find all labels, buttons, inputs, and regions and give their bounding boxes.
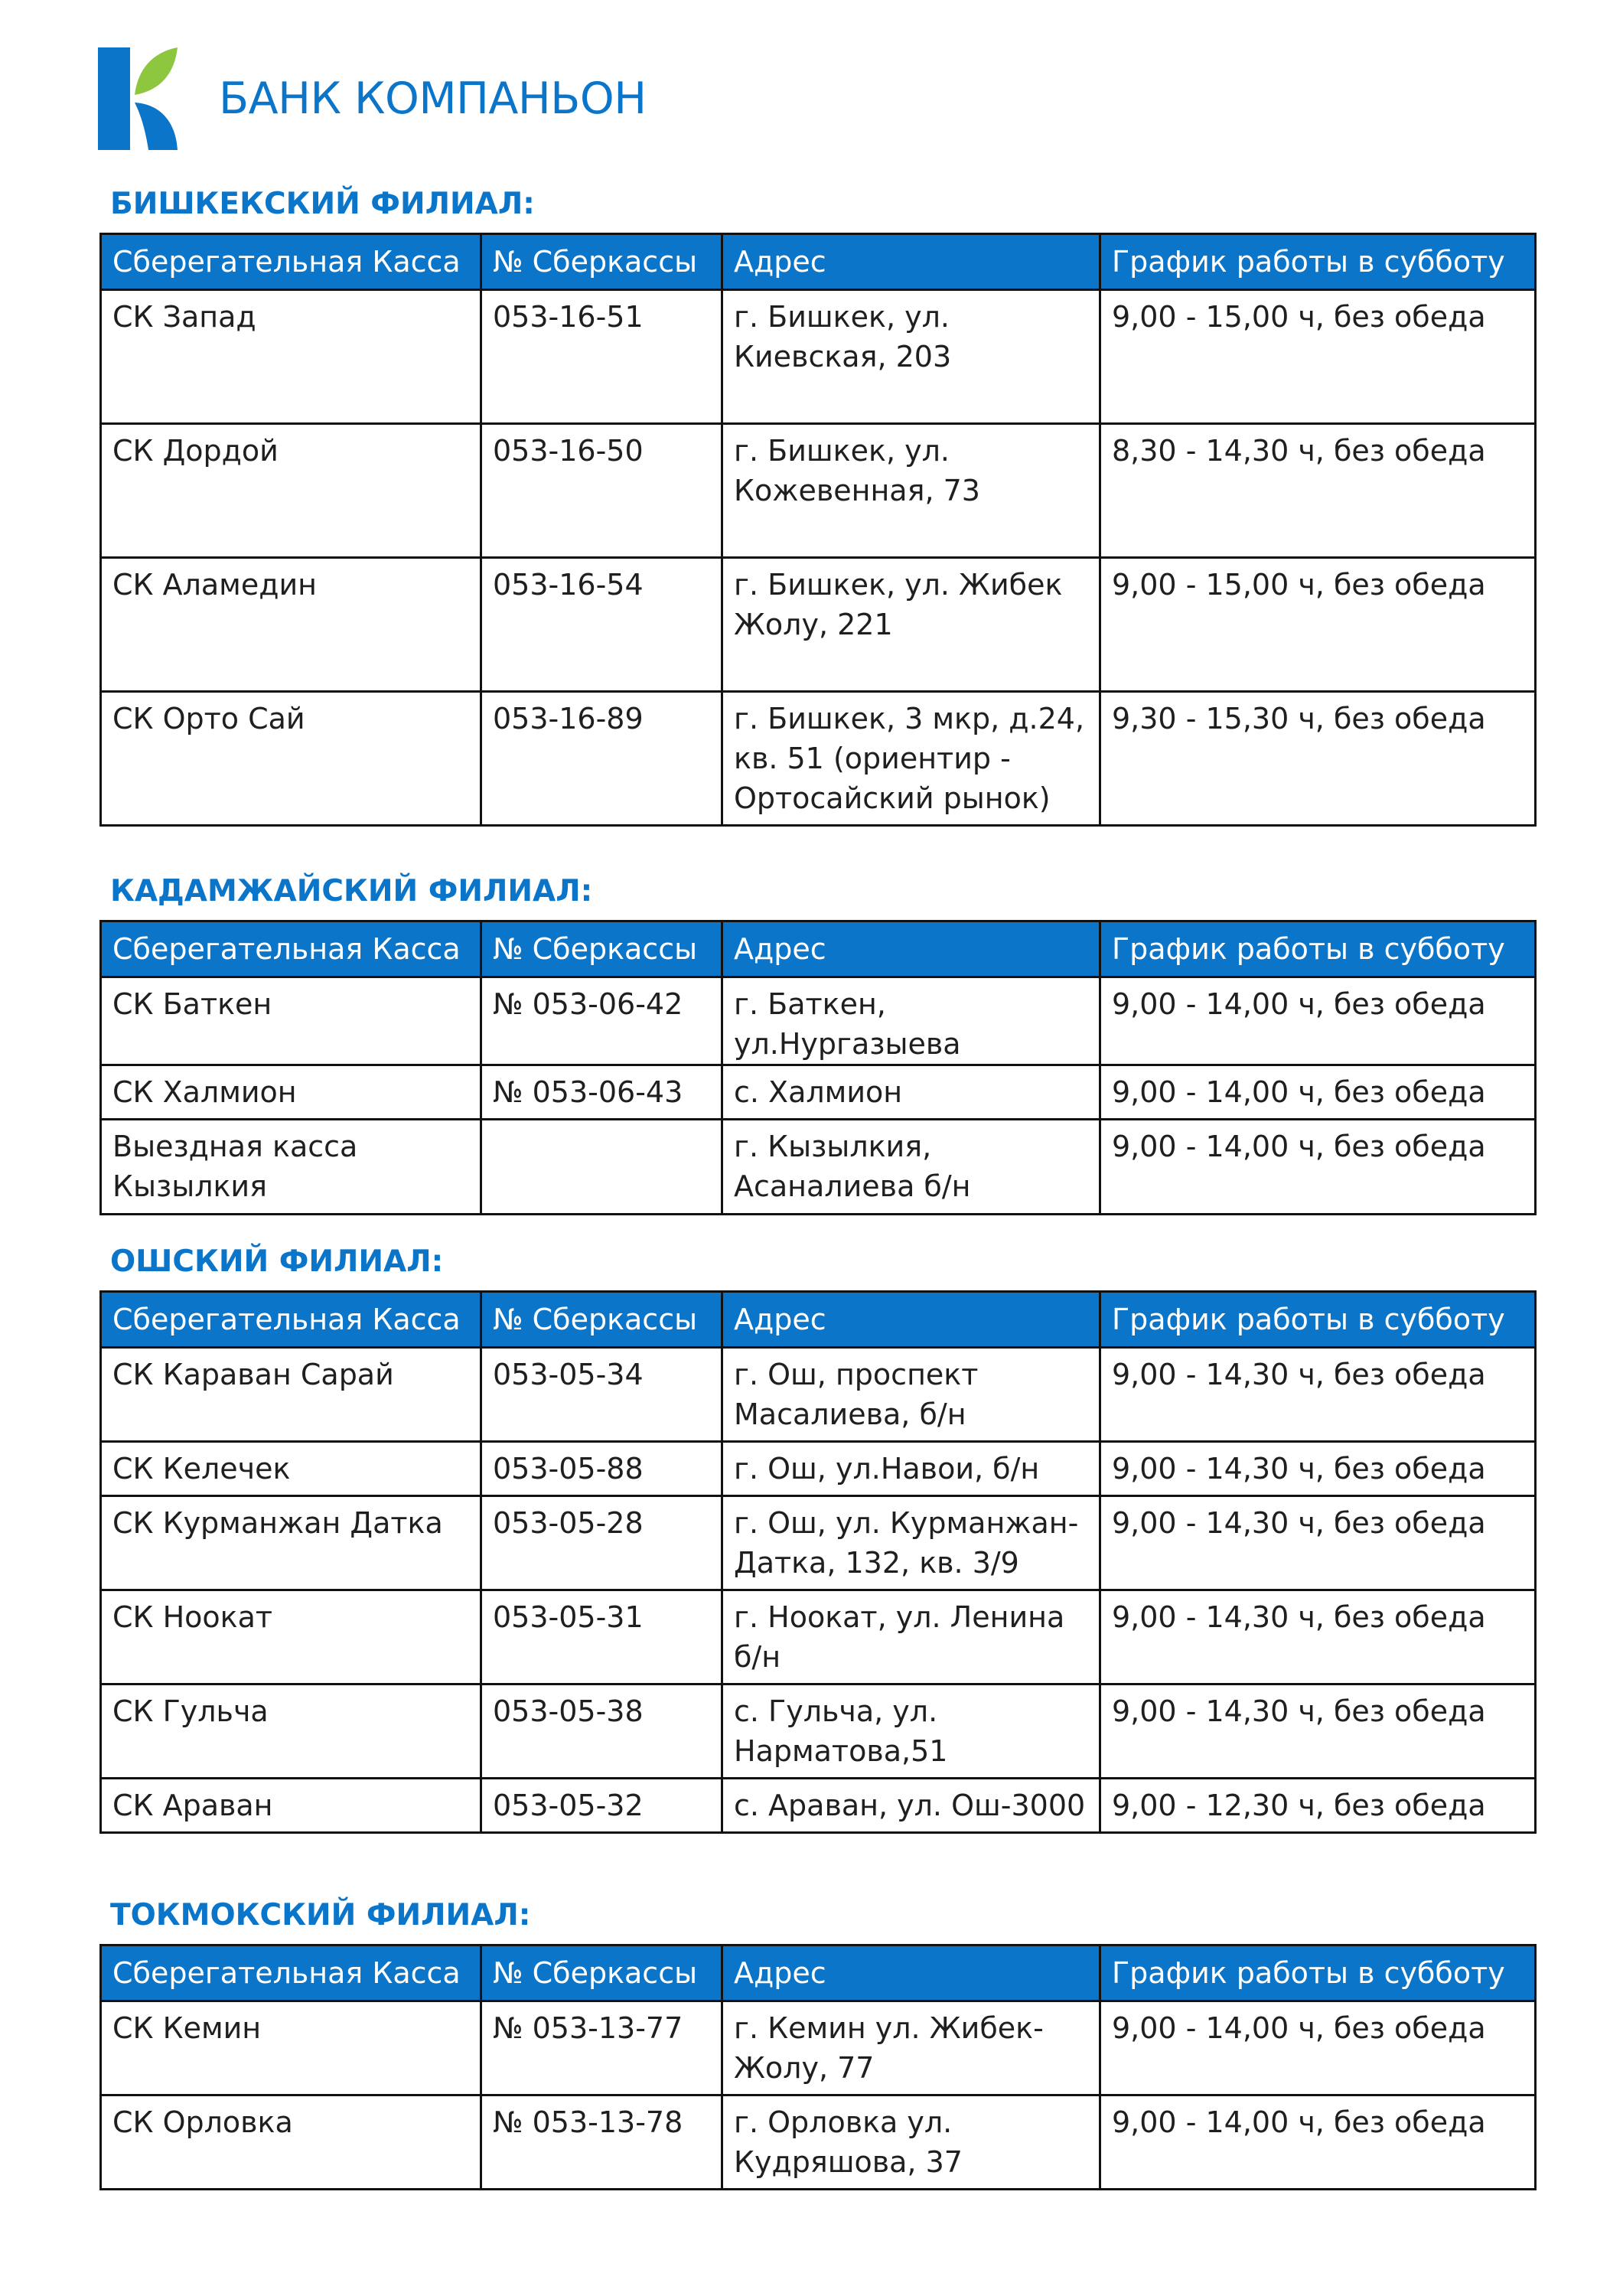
cashdesk-schedule: 9,00 - 14,00 ч, без обеда (1100, 977, 1536, 1065)
cashdesk-number: 053-16-89 (481, 692, 722, 826)
cashdesk-schedule: 9,30 - 15,30 ч, без обеда (1100, 692, 1536, 826)
branch-table (99, 920, 1537, 1215)
cashdesk-schedule: 9,00 - 14,00 ч, без обеда (1100, 2095, 1536, 2190)
table-header-row (101, 921, 1536, 977)
header-schedule: График работы в субботу (1100, 234, 1536, 290)
cashdesk-schedule: 9,00 - 14,00 ч, без обеда (1100, 1065, 1536, 1120)
cashdesk-name: Выездная касса Кызылкия (101, 1120, 481, 1215)
cashdesk-schedule: 9,00 - 14,30 ч, без обеда (1100, 1348, 1536, 1442)
header-schedule: График работы в субботу (1100, 1292, 1536, 1348)
header-number: № Сберкассы (481, 234, 722, 290)
cashdesk-schedule: 9,00 - 14,30 ч, без обеда (1100, 1684, 1536, 1779)
cashdesk-number: 053-05-88 (481, 1442, 722, 1496)
branch-table (99, 1290, 1537, 1834)
cashdesk-address: г. Ош, проспект Масалиева, б/н (722, 1348, 1100, 1442)
cashdesk-name: СК Караван Сарай (101, 1348, 481, 1442)
table-row (101, 2001, 1536, 2095)
branch-table (99, 1944, 1537, 2190)
cashdesk-schedule: 9,00 - 14,00 ч, без обеда (1100, 1120, 1536, 1215)
cashdesk-number: № 053-06-43 (481, 1065, 722, 1120)
header-cashdesk: Сберегательная Касса (101, 921, 481, 977)
cashdesk-name: СК Баткен (101, 977, 481, 1065)
cashdesk-name: СК Дордой (101, 424, 481, 558)
cashdesk-name: СК Араван (101, 1779, 481, 1833)
cashdesk-schedule: 9,00 - 12,30 ч, без обеда (1100, 1779, 1536, 1833)
cashdesk-address: г. Бишкек, ул. Киевская, 203 (722, 290, 1100, 424)
cashdesk-name: СК Орловка (101, 2095, 481, 2190)
cashdesk-name: СК Гульча (101, 1684, 481, 1779)
cashdesk-name: СК Келечек (101, 1442, 481, 1496)
cashdesk-schedule: 8,30 - 14,30 ч, без обеда (1100, 424, 1536, 558)
branch-table (99, 233, 1537, 827)
cashdesk-name: СК Аламедин (101, 558, 481, 692)
cashdesk-number: № 053-06-42 (481, 977, 722, 1065)
section-title: ТОКМОКСКИЙ ФИЛИАЛ: (110, 1898, 531, 1932)
cashdesk-name: СК Кемин (101, 2001, 481, 2095)
cashdesk-number: № 053-13-77 (481, 2001, 722, 2095)
header-cashdesk: Сберегательная Касса (101, 1292, 481, 1348)
cashdesk-address: г. Кызылкия, Асаналиева б/н (722, 1120, 1100, 1215)
cashdesk-schedule: 9,00 - 15,00 ч, без обеда (1100, 558, 1536, 692)
table-row (101, 290, 1536, 424)
cashdesk-number: 053-05-28 (481, 1496, 722, 1590)
brand-name: БАНК КОМПАНЬОН (219, 73, 647, 124)
cashdesk-address: с. Халмион (722, 1065, 1100, 1120)
section-title: БИШКЕКСКИЙ ФИЛИАЛ: (110, 187, 535, 221)
table-row (101, 1348, 1536, 1442)
header-number: № Сберкассы (481, 1292, 722, 1348)
cashdesk-address: г. Бишкек, 3 мкр, д.24, кв. 51 (ориентир - Ортосайский рынок) (722, 692, 1100, 826)
header-number: № Сберкассы (481, 921, 722, 977)
header-number: № Сберкассы (481, 1945, 722, 2001)
cashdesk-number: № 053-13-78 (481, 2095, 722, 2190)
section-title: ОШСКИЙ ФИЛИАЛ: (110, 1244, 444, 1279)
table-row (101, 977, 1536, 1065)
table-row (101, 424, 1536, 558)
cashdesk-number: 053-05-34 (481, 1348, 722, 1442)
section-title: КАДАМЖАЙСКИЙ ФИЛИАЛ: (110, 874, 593, 908)
cashdesk-address: г. Кемин ул. Жибек-Жолу, 77 (722, 2001, 1100, 2095)
table-row (101, 1120, 1536, 1215)
cashdesk-number (481, 1120, 722, 1215)
header-address: Адрес (722, 921, 1100, 977)
cashdesk-schedule: 9,00 - 14,30 ч, без обеда (1100, 1496, 1536, 1590)
cashdesk-address: г. Бишкек, ул. Кожевенная, 73 (722, 424, 1100, 558)
table-row (101, 1590, 1536, 1684)
bank-kompanion-logo-icon (98, 47, 178, 150)
cashdesk-number: 053-05-38 (481, 1684, 722, 1779)
cashdesk-number: 053-16-50 (481, 424, 722, 558)
cashdesk-address: г. Орловка ул. Кудряшова, 37 (722, 2095, 1100, 2190)
table-header-row (101, 1945, 1536, 2001)
table-row (101, 2095, 1536, 2190)
table-header-row (101, 1292, 1536, 1348)
cashdesk-address: с. Араван, ул. Ош-3000 (722, 1779, 1100, 1833)
cashdesk-name: СК Запад (101, 290, 481, 424)
cashdesk-name: СК Ноокат (101, 1590, 481, 1684)
cashdesk-name: СК Халмион (101, 1065, 481, 1120)
cashdesk-schedule: 9,00 - 14,30 ч, без обеда (1100, 1590, 1536, 1684)
header-address: Адрес (722, 1945, 1100, 2001)
header-schedule: График работы в субботу (1100, 921, 1536, 977)
table-row (101, 1496, 1536, 1590)
header-address: Адрес (722, 234, 1100, 290)
table-row (101, 1065, 1536, 1120)
cashdesk-address: г. Ош, ул. Курманжан-Датка, 132, кв. 3/9 (722, 1496, 1100, 1590)
cashdesk-address: с. Гульча, ул. Нарматова,51 (722, 1684, 1100, 1779)
table-row (101, 1442, 1536, 1496)
cashdesk-address: г. Ош, ул.Навои, б/н (722, 1442, 1100, 1496)
header-cashdesk: Сберегательная Касса (101, 234, 481, 290)
table-row (101, 1684, 1536, 1779)
cashdesk-address: г. Бишкек, ул. Жибек Жолу, 221 (722, 558, 1100, 692)
table-row (101, 558, 1536, 692)
cashdesk-name: СК Орто Сай (101, 692, 481, 826)
cashdesk-number: 053-05-31 (481, 1590, 722, 1684)
cashdesk-schedule: 9,00 - 14,30 ч, без обеда (1100, 1442, 1536, 1496)
header-address: Адрес (722, 1292, 1100, 1348)
table-row (101, 692, 1536, 826)
header-cashdesk: Сберегательная Касса (101, 1945, 481, 2001)
cashdesk-schedule: 9,00 - 15,00 ч, без обеда (1100, 290, 1536, 424)
cashdesk-address: г. Ноокат, ул. Ленина б/н (722, 1590, 1100, 1684)
table-row (101, 1779, 1536, 1833)
cashdesk-number: 053-16-51 (481, 290, 722, 424)
cashdesk-address: г. Баткен, ул.Нургазыева (722, 977, 1100, 1065)
cashdesk-schedule: 9,00 - 14,00 ч, без обеда (1100, 2001, 1536, 2095)
cashdesk-name: СК Курманжан Датка (101, 1496, 481, 1590)
header-schedule: График работы в субботу (1100, 1945, 1536, 2001)
cashdesk-number: 053-05-32 (481, 1779, 722, 1833)
cashdesk-number: 053-16-54 (481, 558, 722, 692)
table-header-row (101, 234, 1536, 290)
